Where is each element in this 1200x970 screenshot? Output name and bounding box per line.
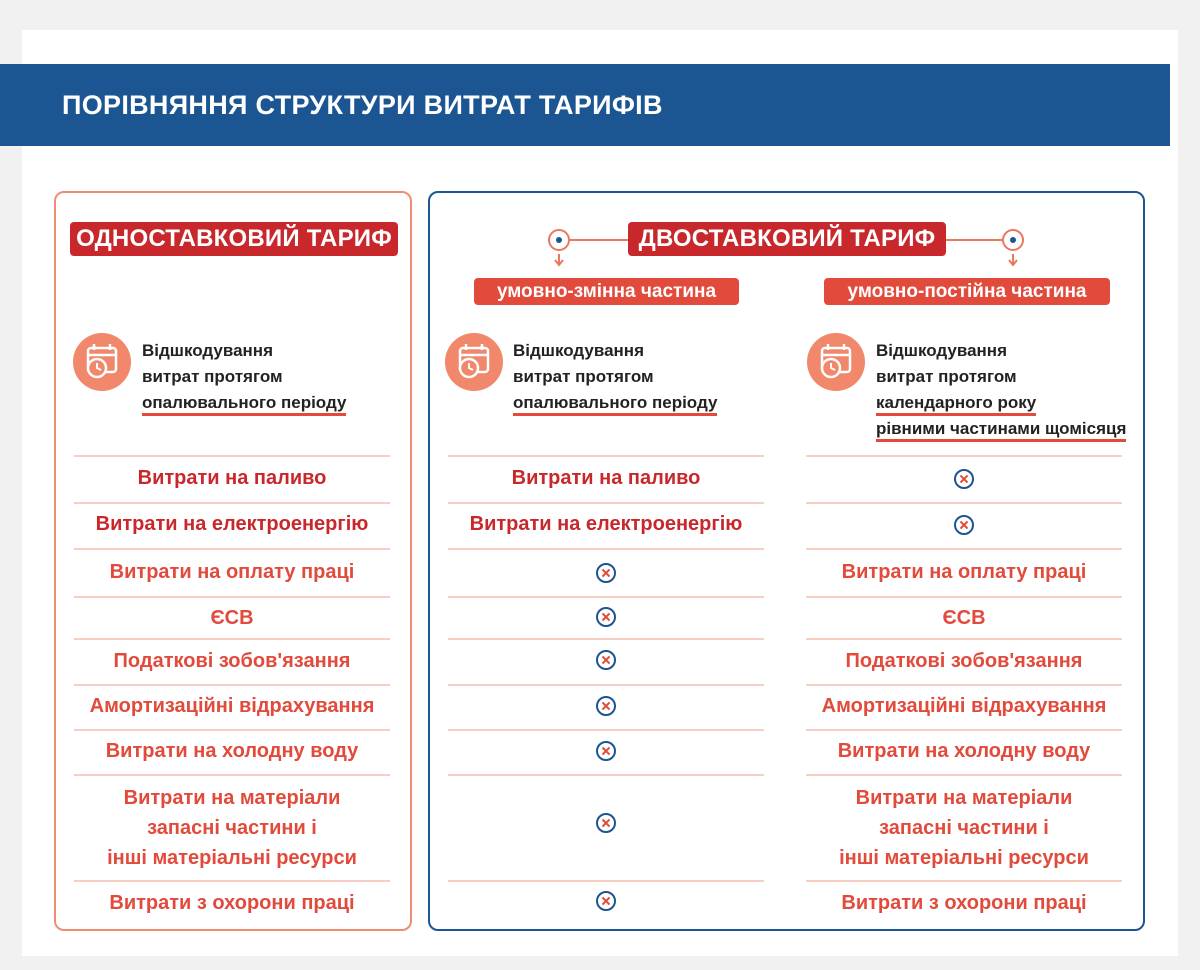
desc-line: витрат протягом [142, 367, 283, 386]
row-divider [74, 774, 390, 776]
cost-item: ЄСВ [210, 607, 254, 629]
cost-item: Витрати на оплату праці [109, 561, 355, 583]
row-divider [448, 548, 764, 550]
desc-line-underlined: опалювального періоду [142, 393, 346, 416]
row-divider [806, 880, 1122, 882]
cost-item: інші матеріальні ресурси [839, 847, 1089, 869]
desc-line-underlined: календарного року [876, 393, 1036, 416]
desc-line: Відшкодування [142, 341, 273, 360]
cost-item: Витрати на паливо [511, 467, 701, 489]
cost-item: Витрати на електроенергію [95, 513, 369, 535]
page-title: ПОРІВНЯННЯ СТРУКТУРИ ВИТРАТ ТАРИФІВ [62, 90, 663, 120]
row-divider [74, 684, 390, 686]
connector-node-icon [548, 229, 570, 251]
desc-line: витрат протягом [513, 367, 654, 386]
cross-circle-icon [596, 813, 616, 833]
cross-circle-icon [954, 469, 974, 489]
row-divider [74, 455, 390, 457]
row-divider [806, 596, 1122, 598]
cost-item: інші матеріальні ресурси [107, 847, 357, 869]
row-divider [448, 596, 764, 598]
row-divider [806, 729, 1122, 731]
row-divider [806, 455, 1122, 457]
cross-circle-icon [596, 696, 616, 716]
cost-item: Витрати на електроенергію [469, 513, 743, 535]
row-divider [74, 596, 390, 598]
variable-part-description [513, 338, 717, 416]
arrow-down-icon [552, 254, 566, 268]
cross-circle-icon [596, 607, 616, 627]
row-divider [806, 502, 1122, 504]
cost-item: Витрати з охорони праці [109, 892, 355, 914]
row-divider [448, 774, 764, 776]
row-divider [448, 502, 764, 504]
desc-line: витрат протягом [876, 367, 1017, 386]
row-divider [74, 502, 390, 504]
row-divider [74, 729, 390, 731]
cost-item: Витрати на матеріали [123, 787, 341, 809]
cost-item: ЄСВ [942, 607, 986, 629]
arrow-down-icon [1006, 254, 1020, 268]
row-divider [806, 684, 1122, 686]
row-divider [448, 684, 764, 686]
calendar-clock-icon [445, 333, 503, 391]
fixed-part-label: умовно-постійна частина [824, 278, 1110, 305]
cost-item: Амортизаційні відрахування [821, 695, 1107, 717]
cost-item: Витрати на холодну воду [105, 740, 359, 762]
cost-item: Витрати на оплату праці [841, 561, 1087, 583]
cost-item: Податкові зобов'язання [845, 650, 1083, 672]
row-divider [74, 548, 390, 550]
fixed-part-description [876, 338, 1126, 442]
cost-item: Витрати з охорони праці [841, 892, 1087, 914]
cross-circle-icon [596, 891, 616, 911]
cross-circle-icon [596, 563, 616, 583]
row-divider [448, 880, 764, 882]
row-divider [806, 638, 1122, 640]
row-divider [448, 638, 764, 640]
variable-part-label: умовно-змінна частина [474, 278, 739, 305]
row-divider [806, 548, 1122, 550]
header-bar [0, 64, 1170, 146]
cost-item: запасні частини і [879, 817, 1049, 839]
cost-item: Витрати на холодну воду [837, 740, 1091, 762]
desc-line: Відшкодування [513, 341, 644, 360]
desc-line: Відшкодування [876, 341, 1007, 360]
row-divider [74, 880, 390, 882]
connector-line [946, 239, 1002, 241]
calendar-clock-icon [807, 333, 865, 391]
cost-item: Амортизаційні відрахування [89, 695, 375, 717]
two-part-tariff-title: ДВОСТАВКОВИЙ ТАРИФ [628, 222, 946, 256]
row-divider [806, 774, 1122, 776]
cross-circle-icon [596, 741, 616, 761]
row-divider [448, 455, 764, 457]
cost-item: Витрати на паливо [137, 467, 327, 489]
desc-line-underlined: опалювального періоду [513, 393, 717, 416]
row-divider [448, 729, 764, 731]
single-tariff-description [142, 338, 346, 416]
desc-line-underlined: рівними частинами щомісяця [876, 419, 1126, 442]
connector-line [570, 239, 630, 241]
cross-circle-icon [954, 515, 974, 535]
cost-item: Витрати на матеріали [855, 787, 1073, 809]
cost-item: запасні частини і [147, 817, 317, 839]
connector-node-icon [1002, 229, 1024, 251]
single-tariff-title: ОДНОСТАВКОВИЙ ТАРИФ [70, 222, 398, 256]
cost-item: Податкові зобов'язання [113, 650, 351, 672]
cross-circle-icon [596, 650, 616, 670]
row-divider [74, 638, 390, 640]
calendar-clock-icon [73, 333, 131, 391]
